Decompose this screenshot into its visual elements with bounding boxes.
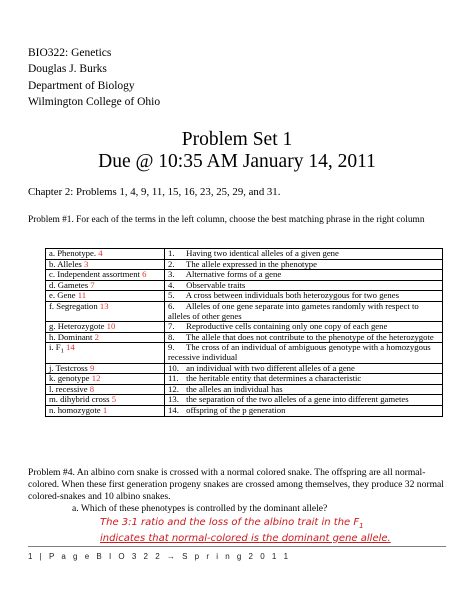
table-row (46, 405, 443, 416)
table-row (46, 332, 443, 343)
term-label: g. Heterozygote (49, 321, 105, 332)
phrase-number: 2. (168, 258, 175, 269)
phrase-number: 1. (168, 248, 175, 258)
term-label: k. genotype (49, 373, 90, 384)
term-label: n. homozygote (49, 404, 101, 415)
table-row (46, 249, 443, 260)
phrase-cell (165, 363, 443, 374)
answer-number: 5 (111, 394, 117, 405)
term-cell (46, 259, 165, 270)
handwritten-line-1: The 3:1 ratio and the loss of the albino trait in the $F_1$ (100, 517, 364, 530)
term-cell (46, 291, 165, 302)
term-label: l. recessive (49, 383, 88, 394)
term-label: a. Phenotype. (49, 248, 97, 258)
handwritten-line-2: indicates that normal-colored is the dominant gene allele. (100, 532, 391, 544)
term-cell (46, 280, 165, 291)
phrase-number: 14. (168, 404, 179, 415)
term-label: f. Segregation (49, 300, 98, 311)
answer-number: 4 (98, 248, 103, 258)
phrase-text: Observable traits (186, 279, 246, 290)
course-header (28, 45, 160, 110)
answer-number: 10 (106, 321, 116, 332)
term-cell (46, 395, 165, 406)
phrase-number: 10. (168, 362, 179, 373)
answer-number: 9 (89, 362, 95, 373)
problem-4-question: a. Which of these phenotypes is controlled by the dominant allele? (72, 503, 328, 514)
phrase-cell (165, 405, 443, 416)
phrase-number: 8. (168, 331, 175, 342)
term-cell (46, 384, 165, 395)
term-subscript: 1 (60, 348, 64, 356)
phrase-cell (165, 259, 443, 270)
term-cell (46, 332, 165, 343)
phrase-cell (165, 374, 443, 385)
due-date-title: Due @ 10:35 AM January 14, 2011 (98, 151, 376, 172)
answer-number: 12 (91, 373, 101, 384)
answer-number: 11 (77, 290, 87, 301)
phrase-number: 11. (168, 373, 179, 384)
answer-number: 14 (66, 342, 75, 353)
phrase-number: 3. (168, 269, 175, 280)
handwritten-answer (100, 517, 450, 545)
answer-number: 6 (142, 269, 147, 280)
term-cell (46, 270, 165, 281)
term-label: i. F (49, 342, 61, 353)
phrase-text: A cross between individuals both heterozygous for two genes (185, 290, 399, 301)
term-label: b. Alleles (49, 258, 82, 269)
page-footer: 1 | P a g e B I O 3 2 2 → S p r i n g 2 0 1 1 (28, 552, 291, 561)
phrase-text: an individual with two different alleles of a gene (186, 362, 355, 373)
phrase-text: Reproductive cells containing only one copy of each gene (186, 321, 388, 332)
answer-number: 1 (102, 404, 108, 415)
term-cell (46, 322, 165, 333)
phrase-cell (165, 322, 443, 333)
phrase-number: 12. (168, 383, 179, 394)
phrase-number: 5. (168, 290, 175, 301)
college-name: Wilmington College of Ohio (28, 95, 161, 108)
table-row (46, 322, 443, 333)
table-row (46, 343, 443, 363)
table-row (46, 301, 443, 321)
term-label: m. dihybrid cross (49, 394, 110, 405)
answer-number: 8 (89, 383, 95, 394)
matching-table (45, 248, 443, 417)
phrase-cell (165, 249, 443, 260)
phrase-text: The cross of an individual of ambiguous genotype with a homozygous recessive individual (168, 342, 431, 362)
term-label: h. Dominant (49, 331, 93, 342)
problem-1-prompt: Problem #1. For each of the terms in the left column, choose the best matching phrase in the right column (28, 215, 425, 225)
table-row (46, 384, 443, 395)
table-row (46, 270, 443, 281)
phrase-number: 6. (168, 300, 175, 311)
answer-number: 3 (84, 258, 89, 269)
term-label: d. Gametes (49, 279, 89, 290)
answer-number: 13 (99, 300, 109, 311)
phrase-number: 13. (168, 394, 179, 405)
phrase-text: The allele that does not contribute to the phenotype of the heterozygote (186, 331, 434, 342)
footer-divider (28, 546, 446, 547)
term-cell (46, 363, 165, 374)
table-row (46, 291, 443, 302)
course-name: BIO322: Genetics (28, 47, 112, 59)
phrase-text: the alleles an individual has (186, 383, 283, 394)
phrase-text: Having two identical alleles of a given gene (186, 248, 339, 258)
term-label: c. Independent assortment (49, 269, 140, 280)
term-cell (46, 249, 165, 260)
answer-number: 2 (94, 331, 99, 342)
phrase-number: 4. (168, 279, 175, 290)
phrase-text: offspring of the p generation (186, 404, 286, 415)
phrase-text: Alleles of one gene separate into gametes randomly with respect to alleles of other genes (168, 300, 419, 321)
phrase-number: 9. (168, 342, 175, 353)
department-name: Department of Biology (28, 79, 135, 92)
phrase-text: The allele expressed in the phenotype (186, 258, 318, 269)
table-row (46, 280, 443, 291)
table-row (46, 259, 443, 270)
phrase-cell (165, 280, 443, 291)
term-cell (46, 343, 165, 363)
phrase-cell (165, 270, 443, 281)
phrase-text: the separation of the two alleles of a gene into different gametes (186, 394, 409, 405)
phrase-cell (165, 332, 443, 343)
phrase-number: 7. (168, 321, 175, 332)
problem-set-title: Problem Set 1 (181, 129, 293, 150)
term-cell (46, 405, 165, 416)
problem-4 (28, 467, 448, 515)
phrase-cell (165, 384, 443, 395)
phrase-cell (165, 343, 443, 363)
table-row (46, 395, 443, 406)
problem-4-text: Problem #4. An albino corn snake is crossed with a normal colored snake. The offspring are all normal-colored. When these first generation progeny snakes are crossed among themselves, they produce 32 normal colored-snakes and 10 albino snakes. (28, 467, 444, 502)
term-cell (46, 374, 165, 385)
phrase-text: Alternative forms of a gene (185, 269, 282, 280)
phrase-cell (165, 395, 443, 406)
phrase-cell (165, 291, 443, 302)
term-label: e. Gene (49, 290, 76, 301)
term-cell (46, 301, 165, 321)
table-row (46, 374, 443, 385)
phrase-cell (165, 301, 443, 321)
answer-number: 7 (90, 279, 95, 290)
chapter-assignment: Chapter 2: Problems 1, 4, 9, 11, 15, 16, 23, 25, 29, and 31. (28, 186, 281, 198)
phrase-text: the heritable entity that determines a characteristic (186, 373, 362, 384)
term-label: j. Testcross (49, 362, 88, 373)
instructor-name: Douglas J. Burks (28, 63, 107, 76)
table-row (46, 363, 443, 374)
